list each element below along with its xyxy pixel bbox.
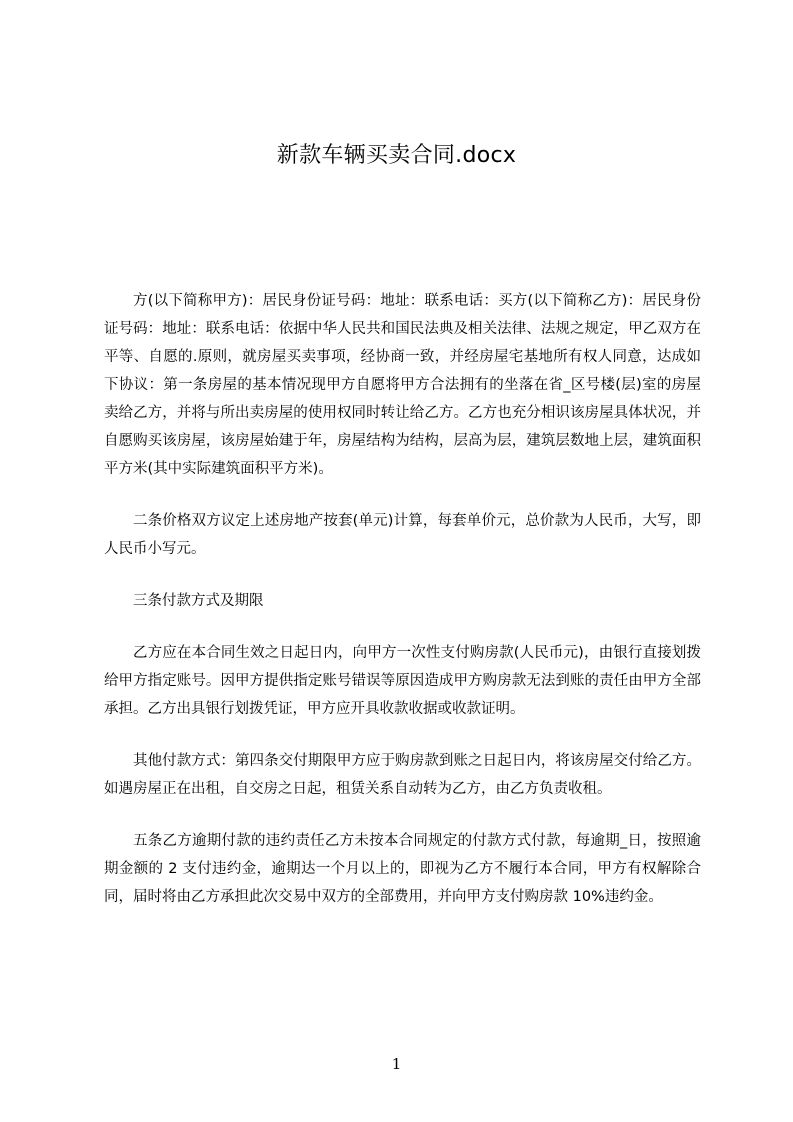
paragraph-breach: 五条乙方逾期付款的违约责任乙方未按本合同规定的付款方式付款，每逾期_日，按照逾期金额的 2 支付违约金，逾期达一个月以上的，即视为乙方不履行本合同，甲方有权解除合同，届时将由乙方承担此次交易中双方的全部费用，并向甲方支付购房款 10%违约金。	[104, 833, 701, 905]
paragraph-delivery: 其他付款方式：第四条交付期限甲方应于购房款到账之日起日内，将该房屋交付给乙方。如遇房屋正在出租，自交房之日起，租赁关系自动转为乙方，由乙方负责收租。	[104, 753, 701, 797]
document-body	[104, 287, 701, 911]
paragraph-parties: 方(以下简称甲方)：居民身份证号码：地址：联系电话：买方(以下简称乙方)：居民身份证号码：地址：联系电话：依据中华人民共和国民法典及相关法律、法规之规定，甲乙双方在平等、自愿的.原则，就房屋买卖事项，经协商一致，并经房屋宅基地所有权人同意，达成如下协议：第一条房屋的基本情况现甲方自愿将甲方合法拥有的坐落在省_区号楼(层)室的房屋卖给乙方，并将与所出卖房屋的使用权同时转让给乙方。乙方也充分相识该房屋具体状况，并自愿购买该房屋，该房屋始建于年，房屋结构为结构，层高为层，建筑层数地上层，建筑面积平方米(其中实际建筑面积平方米)。	[104, 293, 701, 477]
paragraph-payment-terms: 乙方应在本合同生效之日起日内，向甲方一次性支付购房款(人民币元)，由银行直接划拨给甲方指定账号。因甲方提供指定账号错误等原因造成甲方购房款无法到账的责任由甲方全部承担。乙方出具银行划拨凭证，甲方应开具收款收据或收款证明。	[104, 645, 701, 717]
paragraph-price: 二条价格双方议定上述房地产按套(单元)计算，每套单价元，总价款为人民币，大写，即人民币小写元。	[104, 513, 701, 557]
paragraph-payment-heading: 三条付款方式及期限	[133, 593, 264, 609]
page-number: 1	[391, 1055, 402, 1073]
document-title: 新款车辆买卖合同.docx	[276, 143, 517, 168]
